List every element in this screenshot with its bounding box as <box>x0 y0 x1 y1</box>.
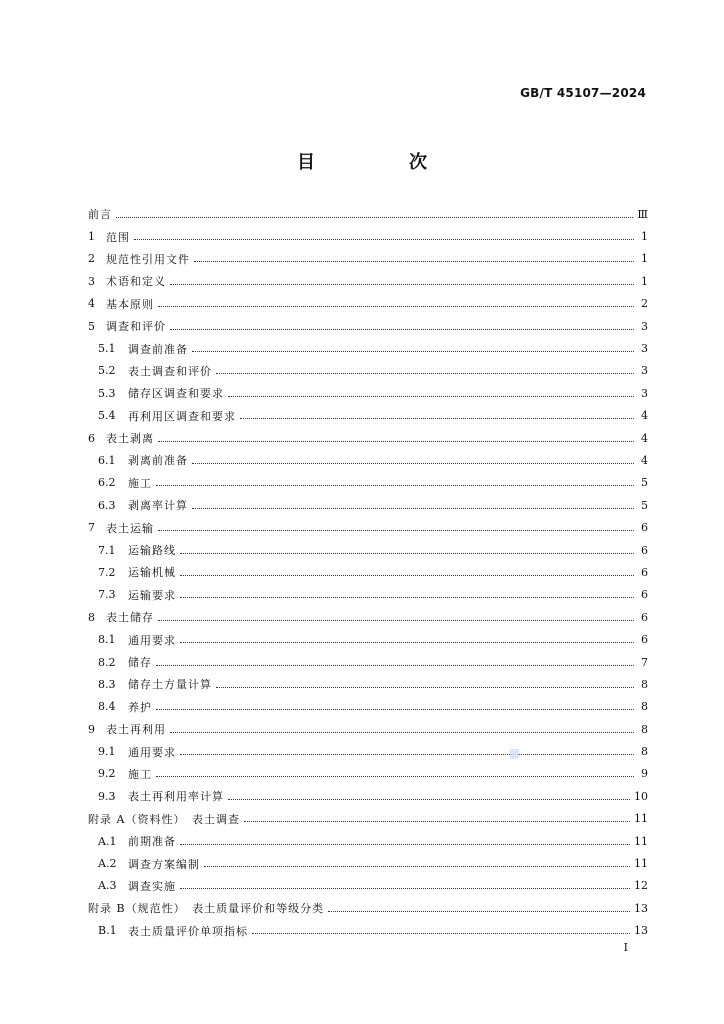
toc-entry-page: 6 <box>641 521 648 535</box>
toc-leader-dots <box>134 239 634 240</box>
toc-entry-label: 附录 B（规范性） 表土质量评价和等级分类 <box>88 902 325 916</box>
toc-entry-number: 9.1 <box>98 745 116 759</box>
toc-leader-dots <box>216 373 634 374</box>
toc-leader-dots <box>192 508 634 509</box>
toc-entry[interactable] <box>88 539 648 561</box>
toc-entry-label: 规范性引用文件 <box>106 252 190 266</box>
toc-entry-number: 5.3 <box>98 386 116 400</box>
toc-entry-page: 11 <box>634 812 648 826</box>
toc-entry-label: 表土调查和评价 <box>128 364 212 378</box>
toc-entry-label: 调查和评价 <box>106 320 166 334</box>
toc-leader-dots <box>170 329 634 330</box>
toc-entry-page: 7 <box>641 655 648 669</box>
toc-entry-label: 表土剥离 <box>106 432 154 446</box>
toc-entry-number: 2 <box>88 252 95 266</box>
toc-entry-page: 1 <box>641 230 648 244</box>
toc-entry[interactable] <box>88 516 648 538</box>
toc-entry-page: 11 <box>634 834 648 848</box>
toc-entry-label: 剥离率计算 <box>128 499 188 513</box>
toc-entry[interactable] <box>88 606 648 628</box>
toc-entry[interactable] <box>88 785 648 807</box>
toc-entry[interactable] <box>88 673 648 695</box>
toc-entry-page: 5 <box>641 498 648 512</box>
toc-leader-dots <box>204 866 630 867</box>
toc-entry-label: 表土储存 <box>106 611 154 625</box>
toc-entry-label: 储存区调查和要求 <box>128 387 224 401</box>
toc-entry-page: 5 <box>641 476 648 490</box>
page-number: I <box>623 941 628 954</box>
toc-entry-number: 8.4 <box>98 700 116 714</box>
toc-entry-label: 储存土方量计算 <box>128 678 212 692</box>
toc-entry[interactable] <box>88 270 648 292</box>
toc-leader-dots <box>180 844 630 845</box>
toc-entry-number: 8.3 <box>98 677 116 691</box>
toc-leader-dots <box>240 418 634 419</box>
toc-leader-dots <box>158 620 634 621</box>
toc-entry-page: 8 <box>641 700 648 714</box>
toc-entry-number: 3 <box>88 274 95 288</box>
standard-code: GB/T 45107—2024 <box>520 86 646 100</box>
toc-entry-label: 运输要求 <box>128 588 176 602</box>
toc-entry-label: 前言 <box>88 208 112 222</box>
toc-entry[interactable] <box>88 427 648 449</box>
toc-entry-number: 6.2 <box>98 476 116 490</box>
toc-leader-dots <box>180 754 634 755</box>
toc-entry[interactable] <box>88 920 648 942</box>
toc-entry-label: 施工 <box>128 767 152 781</box>
toc-entry-number: 9 <box>88 722 95 736</box>
toc-entry[interactable] <box>88 472 648 494</box>
toc-entry[interactable] <box>88 248 648 270</box>
toc-entry[interactable] <box>88 740 648 762</box>
toc-entry[interactable] <box>88 360 648 382</box>
toc-entry-label: 表土运输 <box>106 521 154 535</box>
toc-entry-label: 调查前准备 <box>128 342 188 356</box>
toc-entry-label: 通用要求 <box>128 633 176 647</box>
toc-entry[interactable] <box>88 405 648 427</box>
toc-entry-page: 3 <box>641 364 648 378</box>
toc-entry-number: B.1 <box>98 924 117 938</box>
toc-entry-number: 5.4 <box>98 409 116 423</box>
toc-entry-page: 3 <box>641 342 648 356</box>
toc-entry-number: 6.3 <box>98 498 116 512</box>
toc-entry[interactable] <box>88 718 648 740</box>
toc-entry-number: A.3 <box>98 879 117 893</box>
toc-entry-label: 调查实施 <box>128 879 176 893</box>
table-of-contents <box>88 203 648 942</box>
toc-entry[interactable] <box>88 651 648 673</box>
toc-entry-number: 5.2 <box>98 364 116 378</box>
toc-entry[interactable] <box>88 830 648 852</box>
toc-entry-number: 1 <box>88 230 95 244</box>
toc-entry[interactable] <box>88 808 648 830</box>
toc-entry-number: 7 <box>88 521 95 535</box>
toc-entry[interactable] <box>88 225 648 247</box>
toc-entry[interactable] <box>88 337 648 359</box>
toc-leader-dots <box>192 463 634 464</box>
toc-entry-label: 调查方案编制 <box>128 857 200 871</box>
toc-entry-page: 6 <box>641 565 648 579</box>
toc-leader-dots <box>180 575 634 576</box>
toc-entry-label: 储存 <box>128 656 152 669</box>
toc-entry-number: 7.2 <box>98 565 116 579</box>
toc-entry-number: A.2 <box>98 857 117 871</box>
toc-entry-page: 4 <box>641 453 648 467</box>
toc-entry-label: 附录 A（资料性） 表土调查 <box>88 812 240 826</box>
toc-entry-page: 8 <box>641 745 648 759</box>
toc-leader-dots <box>328 911 630 912</box>
toc-entry[interactable] <box>88 897 648 919</box>
toc-leader-dots <box>180 553 634 554</box>
toc-entry[interactable] <box>88 628 648 650</box>
toc-entry-label: 表土再利用 <box>106 723 166 737</box>
toc-entry[interactable] <box>88 763 648 785</box>
toc-entry-label: 施工 <box>128 476 152 490</box>
toc-entry-page: 10 <box>634 789 648 803</box>
toc-entry-number: 8.2 <box>98 655 116 669</box>
toc-entry[interactable] <box>88 875 648 897</box>
toc-entry-label: 养护 <box>128 700 152 714</box>
toc-entry[interactable] <box>88 494 648 516</box>
toc-entry-page: 9 <box>641 767 648 781</box>
toc-entry-number: 7.3 <box>98 588 116 602</box>
toc-entry-page: 6 <box>641 543 648 557</box>
toc-entry-label: 前期准备 <box>128 835 176 849</box>
toc-leader-dots <box>116 217 633 218</box>
toc-entry-page: 3 <box>641 319 648 333</box>
watermark-icon: ▦ <box>509 746 521 760</box>
toc-entry-label: 基本原则 <box>106 297 154 311</box>
toc-entry-label: 表土再利用率计算 <box>128 790 224 804</box>
toc-entry-page: 1 <box>641 274 648 288</box>
toc-leader-dots <box>158 441 634 442</box>
toc-leader-dots <box>252 933 630 934</box>
toc-leader-dots <box>156 485 634 486</box>
toc-entry[interactable] <box>88 696 648 718</box>
toc-entry-number: 8 <box>88 610 95 624</box>
toc-leader-dots <box>170 284 634 285</box>
toc-leader-dots <box>156 776 634 777</box>
page-title: 目 次 <box>297 152 465 173</box>
toc-entry-page: 11 <box>634 857 648 871</box>
toc-entry-number: A.1 <box>98 834 117 848</box>
toc-leader-dots <box>244 821 630 822</box>
toc-entry-page: 6 <box>641 588 648 602</box>
toc-leader-dots <box>192 351 634 352</box>
toc-leader-dots <box>158 530 634 531</box>
toc-entry-page: 12 <box>634 879 648 893</box>
toc-entry-page: 3 <box>641 386 648 400</box>
toc-entry-label: 剥离前准备 <box>128 454 188 468</box>
toc-leader-dots <box>180 888 630 889</box>
toc-entry-page: Ⅲ <box>637 207 648 221</box>
toc-leader-dots <box>228 396 634 397</box>
toc-entry[interactable] <box>88 449 648 471</box>
toc-entry[interactable] <box>88 382 648 404</box>
toc-leader-dots <box>180 597 634 598</box>
toc-entry-label: 术语和定义 <box>106 275 166 289</box>
toc-entry-page: 4 <box>641 431 648 445</box>
toc-leader-dots <box>158 306 634 307</box>
toc-entry-page: 13 <box>634 924 648 938</box>
toc-entry-number: 9.2 <box>98 767 116 781</box>
toc-entry[interactable] <box>88 315 648 337</box>
toc-entry-number: 8.1 <box>98 633 116 647</box>
toc-entry-number: 5 <box>88 319 95 333</box>
toc-entry-label: 再利用区调查和要求 <box>128 409 236 423</box>
toc-entry-page: 6 <box>641 633 648 647</box>
toc-entry-number: 5.1 <box>98 342 116 356</box>
toc-entry[interactable] <box>88 584 648 606</box>
toc-entry-page: 13 <box>634 901 648 915</box>
toc-entry-page: 6 <box>641 610 648 624</box>
toc-entry-page: 8 <box>641 677 648 691</box>
toc-entry-label: 表土质量评价单项指标 <box>128 924 248 938</box>
toc-entry-number: 9.3 <box>98 789 116 803</box>
toc-entry-page: 1 <box>641 252 648 266</box>
toc-entry-page: 2 <box>641 297 648 311</box>
toc-entry-number: 4 <box>88 297 95 311</box>
toc-leader-dots <box>170 732 634 733</box>
toc-entry[interactable] <box>88 293 648 315</box>
toc-entry[interactable] <box>88 203 648 225</box>
toc-leader-dots <box>156 665 634 666</box>
toc-entry-label: 运输路线 <box>128 544 176 558</box>
toc-leader-dots <box>228 799 630 800</box>
toc-entry-page: 8 <box>641 722 648 736</box>
toc-leader-dots <box>194 261 634 262</box>
toc-entry-number: 6 <box>88 431 95 445</box>
toc-leader-dots <box>156 709 634 710</box>
toc-entry-page: 4 <box>641 409 648 423</box>
toc-entry-label: 范围 <box>106 230 130 244</box>
toc-entry-label: 通用要求 <box>128 745 176 759</box>
toc-leader-dots <box>216 687 634 688</box>
toc-entry[interactable] <box>88 852 648 874</box>
toc-entry[interactable] <box>88 561 648 583</box>
toc-entry-number: 7.1 <box>98 543 116 557</box>
toc-leader-dots <box>180 642 634 643</box>
toc-entry-label: 运输机械 <box>128 566 176 580</box>
toc-entry-number: 6.1 <box>98 453 116 467</box>
